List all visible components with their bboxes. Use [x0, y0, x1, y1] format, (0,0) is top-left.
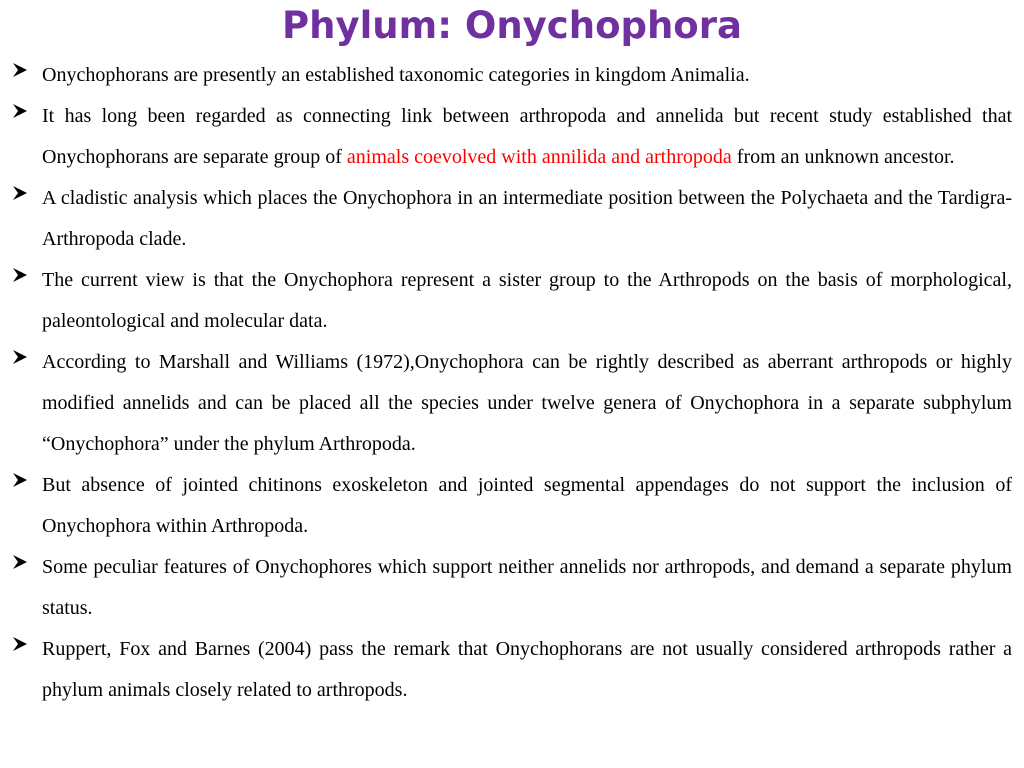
bullet-item: [10, 55, 1012, 96]
bullet-item: [10, 178, 1012, 260]
highlighted-text: animals coevolved with annilida and arthropoda: [346, 146, 732, 168]
arrowhead-bullet-icon: [10, 547, 30, 588]
bullet-text: Ruppert, Fox and Barnes (2004) pass the remark that Onychophorans are not usually considered arthropods rather a phylum animals closely related to arthropods.: [42, 638, 1012, 701]
bullet-item: [10, 260, 1012, 342]
arrowhead-bullet-icon: [10, 465, 30, 506]
arrowhead-bullet-icon: [10, 96, 30, 137]
bullet-item: [10, 629, 1012, 711]
arrowhead-bullet-icon: [10, 342, 30, 383]
bullet-text: A cladistic analysis which places the Onychophora in an intermediate position between the Polychaeta and the Tardigra-Arthropoda clade.: [42, 187, 1012, 250]
bullet-item: [10, 342, 1012, 465]
bullet-text: It has long been regarded as connecting link between arthropoda and annelida but recent study established that Onychophorans are separate group of: [42, 105, 1012, 168]
bullet-text: But absence of jointed chitinons exoskeleton and jointed segmental appendages do not support the inclusion of Onychophora within Arthropoda.: [42, 474, 1012, 537]
slide-title: Phylum: Onychophora: [282, 4, 742, 47]
bullet-item: [10, 547, 1012, 629]
bullet-text: The current view is that the Onychophora represent a sister group to the Arthropods on the basis of morphological, paleontological and molecular data.: [42, 269, 1012, 332]
bullet-text: According to Marshall and Williams (1972),Onychophora can be rightly described as aberrant arthropods or highly modified annelids and can be placed all the species under twelve genera of Onychophora in a separate subphylum “Onychophora” under the phylum Arthropoda.: [42, 351, 1012, 455]
arrowhead-bullet-icon: [10, 260, 30, 301]
bullet-item: [10, 96, 1012, 178]
bullet-text-continued: from an unknown ancestor.: [731, 146, 955, 168]
bullet-text: Onychophorans are presently an established taxonomic categories in kingdom Animalia.: [42, 64, 750, 86]
bullet-item: [10, 465, 1012, 547]
arrowhead-bullet-icon: [10, 178, 30, 219]
bullet-text: Some peculiar features of Onychophores which support neither annelids nor arthropods, and demand a separate phylum status.: [42, 556, 1012, 619]
bullet-list: [10, 55, 1012, 711]
arrowhead-bullet-icon: [10, 629, 30, 670]
arrowhead-bullet-icon: [10, 55, 30, 96]
